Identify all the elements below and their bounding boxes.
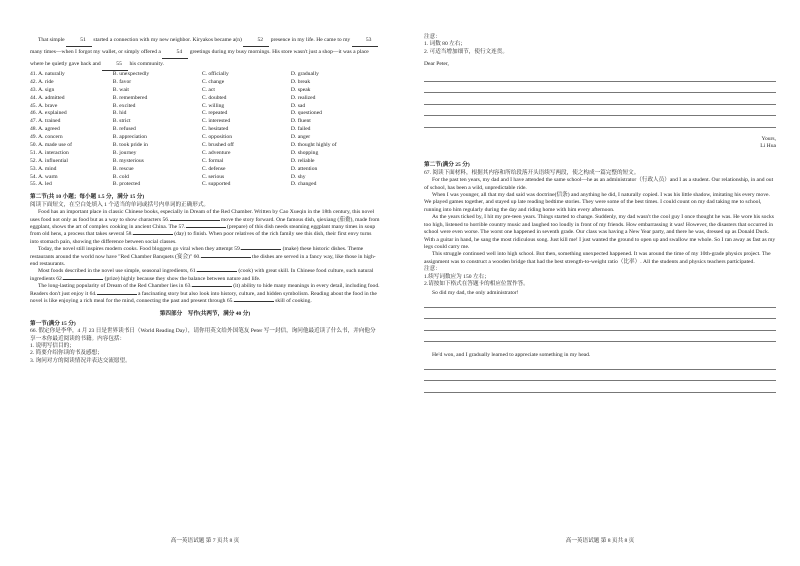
right-page	[424, 0, 776, 566]
answer-line	[424, 92, 776, 93]
question-label: 53. A. mind	[30, 165, 57, 172]
option-b: B. refused	[112, 126, 136, 133]
note-1: 1. 词数 80 左右；	[424, 41, 466, 48]
option-b: B. hid	[112, 110, 127, 117]
option-row	[30, 150, 380, 158]
answer-line	[424, 104, 776, 105]
story-paragraph-4: This struggle continued well into high school. But then, something unexpected happened. It was around the time of my 10th-grade physics project. The assignment was to construct a wooden bridge that had the best strength-to-weight ratio（比率）. All the students and physics teachers participated.	[424, 251, 771, 265]
blank-52: 52	[243, 35, 269, 47]
note-2: 2. 可适当增加细节，使行文连贯。	[424, 48, 508, 55]
option-d: D. shopping	[290, 149, 319, 156]
cloze-passage-end: That simple 51 started a connection with my new neighbor. Kiryakos became a(n) 52 presence in my life. He came to my 53 many times—when I forgot my wallet, or simply offered a 54 greetings during my busy mornings. His store wasn't just a shop—it was a place where he quietly gave back and 55 his community.	[30, 35, 380, 71]
option-row	[30, 181, 380, 189]
option-row	[30, 110, 380, 118]
answer-line	[424, 307, 776, 308]
answer-line	[424, 392, 776, 393]
question-label: 43. A. sign	[30, 86, 55, 93]
blank-58	[133, 234, 173, 235]
option-c: C. doubted	[201, 94, 227, 101]
continuation-start-1: So did my dad, the only administrator!	[432, 290, 519, 297]
story-paragraph-2: When I was younger, all that my dad said was doctrine(信条) and anything he did, I naturally copied. I was his little shadow, imitating his every move. We played games together, and stayed up late reading bedtime stories. They were some of the best times. I could count on my dad taking me to school, running into him regularly during the day and riding home with him every afternoon.	[424, 192, 770, 213]
option-c: C. opposition	[201, 134, 232, 141]
option-row	[30, 118, 380, 126]
options-table	[30, 71, 380, 189]
option-b: B. remembered	[112, 94, 148, 101]
blank-61	[197, 271, 237, 272]
writing-section2-instruction: 67. 阅读下面材料，根据其内容和所给段落开头语续写两段，使之构成一篇完整的短文。	[424, 169, 640, 176]
option-d: D. attention	[290, 165, 318, 172]
option-row	[30, 134, 380, 142]
option-c: C. willing	[201, 102, 225, 109]
option-row	[30, 174, 380, 182]
option-d: D. anger	[290, 134, 311, 141]
answer-line	[424, 127, 776, 128]
answer-line	[424, 318, 776, 319]
question-label: 48. A. agreed	[30, 126, 60, 133]
option-c: C. change	[201, 78, 225, 85]
blank-65	[234, 301, 274, 302]
option-row	[30, 126, 380, 134]
writing-section1-title: 第一节(满分 15 分)	[30, 320, 76, 327]
option-c: C. adventure	[201, 149, 231, 156]
signature: Li Hua	[760, 143, 776, 150]
blank-64	[97, 294, 137, 295]
option-d: D. reliable	[290, 157, 315, 164]
option-b: B. appreciation	[112, 134, 147, 141]
question-label: 50. A. made use of	[30, 142, 72, 149]
option-b: B. favor	[112, 78, 132, 85]
blank-56	[170, 220, 220, 221]
blank-63	[192, 286, 232, 287]
option-c: C. brushed off	[201, 142, 234, 149]
answer-line	[424, 341, 776, 342]
answer-line	[424, 330, 776, 331]
writing-point-2: 2. 简要介绍你读的书及感想；	[30, 350, 103, 357]
option-c: C. hesitated	[201, 126, 229, 133]
blank-62	[63, 279, 103, 280]
part4-title: 第四部分 写作(共两节，满分 40 分)	[159, 311, 251, 318]
page-footer-left: 高一英语试题 第 7 页共 8 页	[170, 538, 240, 544]
option-c: C. supported	[201, 181, 231, 188]
blank-55: 55	[102, 59, 128, 71]
option-d: D. break	[290, 78, 311, 85]
question-label: 49. A. concern	[30, 134, 63, 141]
option-b: B. wait	[112, 86, 129, 93]
question-label: 41. A. naturally	[30, 71, 65, 77]
notes2-title: 注意：	[424, 266, 441, 273]
option-row	[30, 158, 380, 166]
option-b: B. rescue	[112, 165, 134, 172]
question-label: 52. A. influential	[30, 157, 68, 164]
option-d: D. shy	[290, 173, 306, 180]
note2-1: 1.续写词数应为 150 左右；	[424, 273, 490, 280]
question-label: 45. A. brave	[30, 102, 58, 109]
question-label: 55. A. led	[30, 181, 52, 188]
option-row	[30, 71, 380, 79]
option-c: C. act	[201, 86, 215, 93]
option-b: B. mysterious	[112, 157, 144, 164]
writing-section2-title: 第二节(满分 25 分)	[424, 162, 470, 169]
option-b: B. strict	[112, 118, 131, 125]
closing: Yours,	[761, 135, 776, 142]
option-d: D. questioned	[290, 110, 322, 117]
blank-51: 51	[66, 35, 92, 47]
notes-title: 注意：	[424, 34, 441, 40]
answer-line	[424, 369, 776, 370]
option-b: B. excited	[112, 102, 136, 109]
answer-line	[424, 81, 776, 82]
option-c: C. formal	[201, 157, 224, 164]
question-label: 42. A. ride	[30, 78, 54, 85]
writing-point-1: 1. 说明写信目的；	[30, 343, 75, 350]
blank-60	[201, 257, 251, 258]
question-label: 44. A. admitted	[30, 94, 65, 101]
left-page	[30, 0, 380, 566]
page-footer-right: 高一英语试题 第 8 页共 8 页	[565, 538, 635, 544]
option-d: D. changed	[290, 181, 317, 188]
option-d: D. failed	[290, 126, 311, 133]
grammar-paragraph-2: Today, the novel still inspires modern cooks. Food bloggers go viral when they attempt 59. (make) these historic dishes. Theme restaurants around the world now have "Red Chamber Banquets (宴会)" 60. the dishes are served in a fancy way, like those in high-end restaurants.	[30, 246, 376, 268]
option-b: B. took pride in	[112, 142, 148, 149]
question-label: 51. A. interaction	[30, 149, 69, 156]
grammar-paragraph-4: The long-lasting popularity of Dream of the Red Chamber lies in 63. (it) ability to hide many meanings in every detail, including food. Readers don't just enjoy it 64. a fascinating story but also look into history, culture, and hidden symbolism. Reading about the food in the novel is like enjoying a rich meal for the mind, connecting the past and present through 65. skill of cooking.	[30, 283, 380, 305]
section2-instruction: 阅读下面短文，在空白处填入 1 个适当的单词或括号内单词的正确形式。	[30, 201, 210, 208]
option-c: C. repeated	[201, 110, 228, 117]
continuation-start-2: He'd won, and I gradually learned to appreciate something in my head.	[432, 352, 591, 359]
note2-2: 2.请按如下格式在答题卡的相应位置作答。	[424, 280, 529, 287]
blank-54: 54	[162, 47, 188, 59]
option-c: C. interested	[201, 118, 231, 125]
option-d: D. realized	[290, 94, 316, 101]
grammar-paragraph-1: Food has an important place in classic Chinese books, especially in Dream of the Red Chamber. Written by Cao Xueqin in the 18th century, this novel uses food not only as food but as a way to show characters 56. move the story forward. One famous dish, qiexiang (茄鲞), made from eggplant, shows the art of complex cooking in ancient China. The 57. (prepare) of this dish needs steaming eggplant many times in soup from old hens, a process that takes several 58. (day) to finish. When poor relatives of the rich family see this dish, their first envy turns into stomach pain, showing the difference between social classes.	[30, 209, 380, 245]
writing-prompt: 66. 假定你是李华，4 月 23 日是世界读书日（World Reading Day），请你用英文给外国笔友 Peter 写一封信，询问他最近读了什么书，并向他分享一本你最近阅读的书籍。内容包括：	[30, 328, 376, 342]
section2-title: 第二节(共 10 小题；每小题 1.5 分，满分 15 分)	[30, 194, 145, 201]
option-b: B. protected	[112, 181, 141, 188]
option-d: D. sad	[290, 102, 306, 109]
option-b: B. journey	[112, 149, 137, 156]
option-c: C. serious	[201, 173, 225, 180]
option-row	[30, 79, 380, 87]
option-c: C. defense	[201, 165, 226, 172]
option-d: D. fluent	[290, 118, 311, 125]
blank-57	[186, 227, 226, 228]
option-d: D. thought highly of	[290, 142, 337, 149]
answer-line	[424, 380, 776, 381]
question-label: 47. A. trained	[30, 118, 61, 125]
answer-line	[424, 115, 776, 116]
option-c: C. officially	[201, 71, 229, 77]
grammar-paragraph-3: Most foods described in the novel use simple, seasonal ingredients, 61. (cook) with great skill. In Chinese food culture, such natural ingredients 62. (prize) highly because they show the balance between nature and life.	[30, 268, 374, 282]
option-d: D. gradually	[290, 71, 319, 77]
story-paragraph-1: For the past ten years, my dad and I have attended the same school—he as an administrator（行政人员）and I as a student. Our relationship, in and out of school, has been a wild, unpredictable ride.	[424, 177, 774, 191]
option-b: B. unexpectedly	[112, 71, 150, 77]
option-b: B. cold	[112, 173, 129, 180]
blank-53: 53	[352, 35, 378, 47]
option-row	[30, 142, 380, 150]
question-label: 46. A. explained	[30, 110, 67, 117]
story-paragraph-3: As the years ticked by, I hit my pre-teen years. Things started to change. Suddenly, my dad wasn't the cool guy I once thought he was. He wore his socks too high, listened to horrible country music and laughed too loudly in front of my friends. How embarrassing it was! However, the disasters that occurred in school were even worse. The worst one happened in seventh grade. Our class was having a New Year party, and there he was, dressed up as Donald Duck. With a guitar in hand, he sang the most ridiculous song. Just kill me! I just wanted the ground to open up and swallow me whole. So I ran away as fast as my legs could carry me.	[424, 214, 776, 250]
option-d: D. speak	[290, 86, 311, 93]
option-row	[30, 166, 380, 174]
question-label: 54. A. warm	[30, 173, 58, 180]
writing-point-3: 3. 询问对方的阅读情况并表达交流愿望。	[30, 357, 131, 364]
option-row	[30, 95, 380, 103]
salutation: Dear Peter,	[424, 61, 449, 68]
blank-59	[241, 249, 281, 250]
option-row	[30, 87, 380, 95]
option-row	[30, 103, 380, 111]
